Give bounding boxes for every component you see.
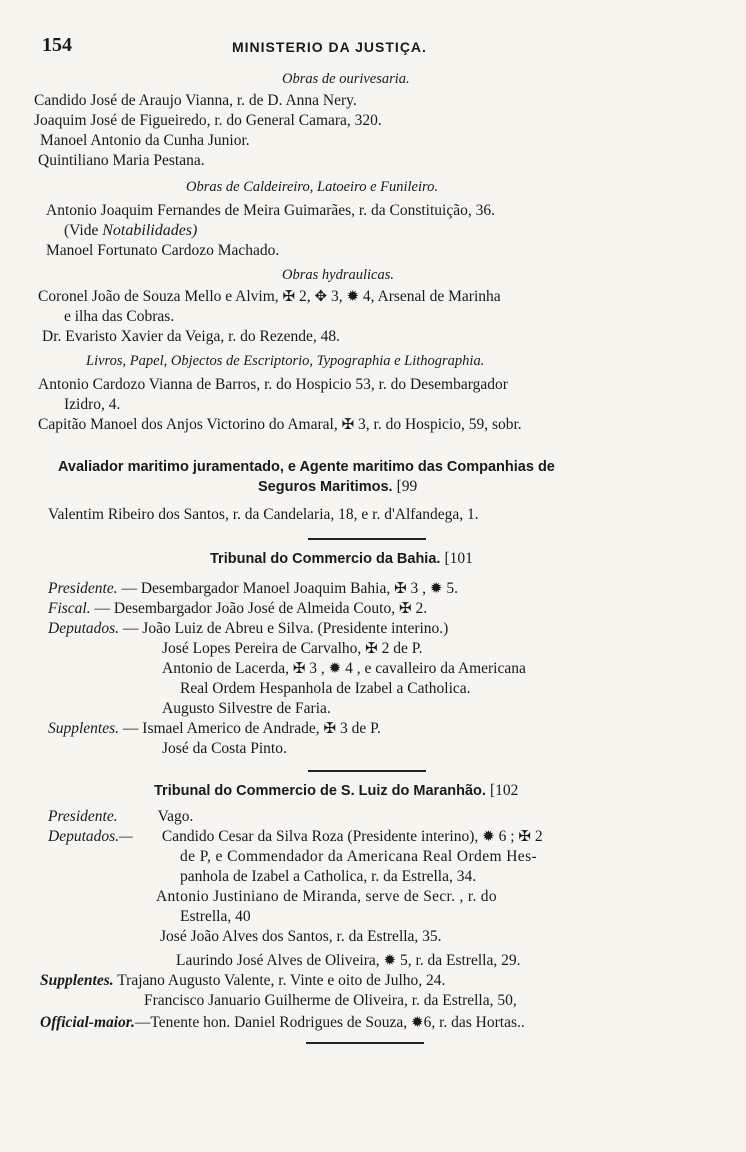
entry-line: 6, r. das Hortas.. bbox=[423, 1014, 525, 1031]
order-cross-icon: ✠ bbox=[518, 829, 531, 845]
entry-line: 3 , bbox=[309, 660, 325, 677]
section-heading: Seguros Maritimos. bbox=[258, 479, 393, 495]
section-heading: Avaliador maritimo juramentado, e Agente maritimo das Companhias de bbox=[58, 459, 555, 475]
divider bbox=[308, 538, 426, 540]
entry-line: Augusto Silvestre de Faria. bbox=[162, 700, 331, 717]
entry-line: 3 de P. bbox=[339, 720, 381, 737]
entry-line: José da Costa Pinto. bbox=[162, 740, 287, 757]
order-star-icon: ✹ bbox=[482, 829, 495, 845]
role-label: Supplentes. bbox=[48, 720, 120, 737]
entry-line: Antonio Justiniano de Miranda, serve de Secr. , r. do bbox=[156, 888, 497, 905]
order-star-icon: ✹ bbox=[429, 581, 443, 597]
entry-line: —Tenente hon. Daniel Rodrigues de Souza, bbox=[134, 1014, 408, 1031]
entry-line: 3, bbox=[330, 288, 343, 305]
entry-line: de P, e Commendador da Americana Real Ordem Hes- bbox=[180, 848, 538, 865]
entry-line: — Desembargador João José de Almeida Couto, bbox=[94, 600, 396, 617]
divider bbox=[306, 1042, 424, 1044]
entry-line: Valentim Ribeiro dos Santos, r. da Candelaria, 18, e r. d'Alfandega, 1. bbox=[48, 506, 479, 523]
role-label: Deputados. bbox=[48, 620, 120, 637]
role-label: Supplentes. bbox=[40, 972, 114, 989]
entry-line: Manoel Antonio da Cunha Junior. bbox=[40, 132, 250, 149]
entry-line: Vago. bbox=[157, 808, 194, 825]
section-heading: Obras de Caldeireiro, Latoeiro e Funileiro. bbox=[186, 179, 438, 195]
section-ref: [99 bbox=[396, 478, 418, 495]
order-rose-icon: ✥ bbox=[314, 289, 328, 305]
entry-line: Quintiliano Maria Pestana. bbox=[38, 152, 205, 169]
entry-line: panhola de Izabel a Catholica, r. da Estrella, 34. bbox=[180, 868, 477, 885]
section-heading: Livros, Papel, Objectos de Escriptorio, Typographia e Lithographia. bbox=[86, 353, 485, 369]
entry-line: Capitão Manoel dos Anjos Victorino do Amaral, bbox=[38, 416, 338, 433]
entry-line: 2 de P. bbox=[381, 640, 423, 657]
section-heading: Tribunal do Commercio da Bahia. bbox=[210, 551, 441, 567]
order-cross-icon: ✠ bbox=[323, 721, 337, 737]
order-star-icon: ✹ bbox=[383, 953, 397, 969]
entry-line: Notabilidades) bbox=[102, 222, 198, 239]
role-label: Fiscal. bbox=[48, 600, 91, 617]
entry-line: — Ismael Americo de Andrade, bbox=[122, 720, 320, 737]
entry-line: José João Alves dos Santos, r. da Estrella, 35. bbox=[160, 928, 442, 945]
order-star-icon: ✹ bbox=[346, 289, 360, 305]
order-cross-icon: ✠ bbox=[394, 581, 407, 597]
running-head: MINISTERIO DA JUSTIÇA. bbox=[232, 39, 427, 55]
entry-line: Francisco Januario Guilherme de Oliveira, r. da Estrella, 50, bbox=[144, 992, 517, 1009]
entry-line: Izidro, 4. bbox=[64, 396, 121, 413]
order-cross-icon: ✠ bbox=[399, 601, 412, 617]
section-ref: [101 bbox=[444, 550, 473, 567]
order-star-icon: ✹ bbox=[328, 661, 342, 677]
entry-line: Manoel Fortunato Cardozo Machado. bbox=[46, 242, 280, 259]
entry-line: Coronel João de Souza Mello e Alvim, bbox=[38, 288, 279, 305]
entry-line: 5. bbox=[446, 580, 458, 597]
order-star-icon: ✹ bbox=[411, 1015, 424, 1031]
role-label: Official-maior. bbox=[40, 1014, 135, 1031]
role-label: Presidente. bbox=[48, 580, 118, 597]
entry-line: 3 , bbox=[410, 580, 427, 597]
entry-line: 4, Arsenal de Marinha bbox=[362, 288, 501, 305]
entry-line: Estrella, 40 bbox=[180, 908, 251, 925]
section-ref: [102 bbox=[489, 782, 519, 799]
entry-line: 6 ; bbox=[498, 828, 515, 845]
entry-line: Antonio Joaquim Fernandes de Meira Guimarães, r. da Constituição, 36. bbox=[46, 202, 495, 219]
role-label: Presidente. bbox=[48, 808, 118, 825]
entry-line: Joaquim José de Figueiredo, r. do General Camara, 320. bbox=[34, 112, 382, 129]
entry-line: 5, r. da Estrella, 29. bbox=[399, 952, 521, 969]
entry-line: 3, r. do Hospicio, 59, sobr. bbox=[358, 416, 522, 433]
entry-line: — João Luiz de Abreu e Silva. (Presidente interino.) bbox=[122, 620, 449, 637]
entry-line: 2. bbox=[415, 600, 428, 617]
entry-line: Antonio de Lacerda, bbox=[162, 660, 289, 677]
entry-line: e ilha das Cobras. bbox=[64, 308, 175, 325]
entry-line: Trajano Augusto Valente, r. Vinte e oito de Julho, 24. bbox=[117, 972, 446, 989]
order-cross-icon: ✠ bbox=[292, 661, 306, 677]
entry-line: 2 bbox=[534, 828, 543, 845]
entry-line: Real Ordem Hespanhola de Izabel a Catholica. bbox=[180, 680, 471, 697]
role-label: Deputados.— bbox=[48, 828, 133, 845]
section-heading: Obras de ourivesaria. bbox=[282, 71, 410, 87]
order-cross-icon: ✠ bbox=[282, 289, 296, 305]
section-heading: Obras hydraulicas. bbox=[282, 267, 394, 283]
entry-line: Candido José de Araujo Vianna, r. de D. Anna Nery. bbox=[34, 92, 357, 109]
order-cross-icon: ✠ bbox=[341, 417, 355, 433]
entry-line: 4 , e cavalleiro da Americana bbox=[345, 660, 526, 677]
order-cross-icon: ✠ bbox=[365, 641, 378, 657]
entry-line: Antonio Cardozo Vianna de Barros, r. do Hospicio 53, r. do Desembargador bbox=[38, 376, 508, 393]
entry-line: Candido Cesar da Silva Roza (Presidente interino), bbox=[161, 828, 479, 845]
entry-line: José Lopes Pereira de Carvalho, bbox=[162, 640, 362, 657]
page-number: 154 bbox=[42, 34, 72, 56]
entry-line: Dr. Evaristo Xavier da Veiga, r. do Rezende, 48. bbox=[42, 328, 341, 345]
divider bbox=[308, 770, 426, 772]
section-heading: Tribunal do Commercio de S. Luiz do Maranhão. bbox=[154, 783, 486, 799]
entry-line: — Desembargador Manoel Joaquim Bahia, bbox=[121, 580, 391, 597]
entry-line: 2, bbox=[298, 288, 311, 305]
entry-line: (Vide bbox=[64, 222, 99, 239]
entry-line: Laurindo José Alves de Oliveira, bbox=[176, 952, 380, 969]
